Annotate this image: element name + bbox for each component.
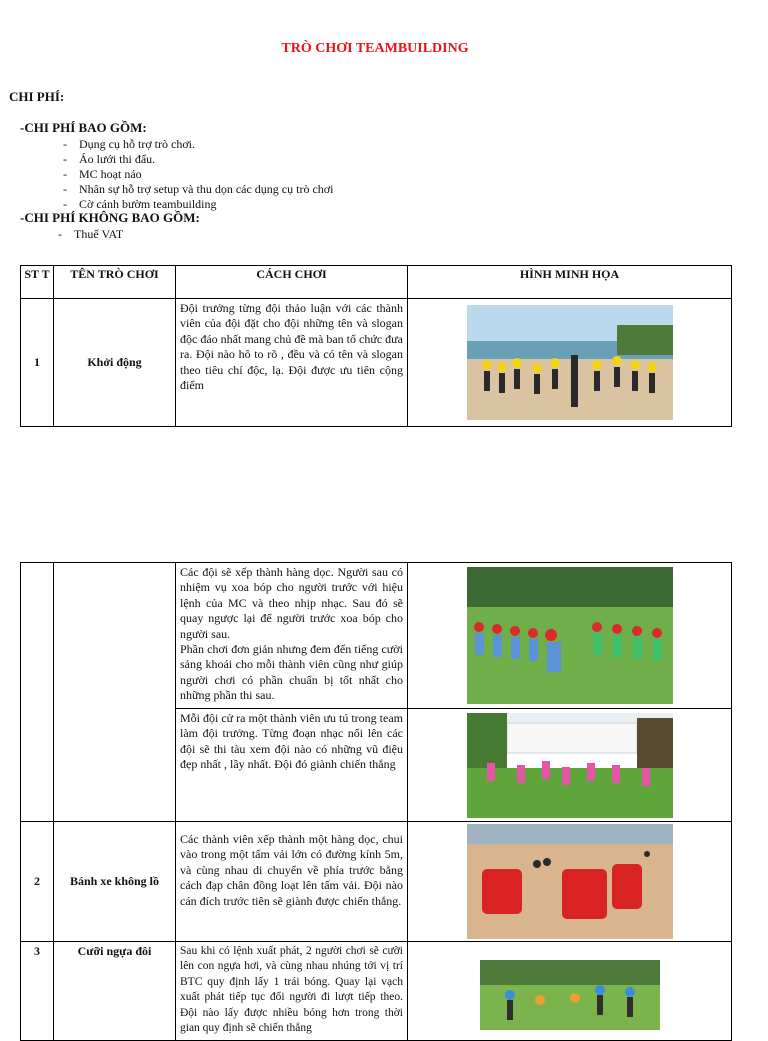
table-row (21, 822, 732, 942)
row-number: 1 (21, 299, 54, 427)
game-description: Đội trưởng từng đội thảo luận với các thành viên của đội đặt cho đội những tên và slogan độc đáo nhất mang chủ đề mà ban tổ chức đưa ra. Đội nào hô to rõ , đều và có tên và slogan theo tiêu chí độc, lạ. Đội được ưu tiên cộng điểm (176, 299, 408, 427)
list-item: - Thuế VAT (58, 227, 123, 242)
header-illustration: HÌNH MINH HỌA (408, 266, 732, 299)
header-howto: CÁCH CHƠI (176, 266, 408, 299)
list-item: - Áo lưới thi đấu. (63, 152, 333, 167)
excluded-heading: -CHI PHÍ KHÔNG BAO GỒM: (20, 210, 200, 225)
row-number-empty (21, 563, 54, 822)
game-description: Sau khi có lệnh xuất phát, 2 người chơi sẽ cưỡi lên con ngựa hơi, và cùng nhau nhúng tới vị trí BTC quy định lấy 1 trái bóng. Quay lại vạch xuất phát tiếp tục đổi người đi lượt tiếp theo. Đội nào lấy được nhiều bóng hơn trong thời gian quy định sẽ chiến thắng (176, 942, 408, 1041)
illustration-cell (408, 563, 732, 709)
header-name: TÊN TRÒ CHƠI (54, 266, 176, 299)
page-title: TRÒ CHƠI TEAMBUILDING (281, 41, 469, 56)
list-item: - Dụng cụ hỗ trợ trò chơi. (63, 137, 333, 152)
illustration-cell (408, 942, 732, 1041)
excluded-list (58, 227, 123, 242)
dance-field-photo (467, 713, 673, 818)
table-header-row (21, 266, 732, 299)
row-number: 3 (21, 942, 54, 1041)
games-table-top (20, 265, 732, 427)
game-description: Mỗi đội cử ra một thành viên ưu tú trong team làm đội trưởng. Từng đoạn nhạc nổi lên các đội sẽ thi tàu xem đội nào có những vũ điệu đẹp nhất , lầy nhất. Đội đó giành chiến thắng (176, 709, 408, 822)
list-item: - Nhân sự hỗ trợ setup và thu dọn các dụng cụ trò chơi (63, 182, 333, 197)
cost-heading: CHI PHÍ: (9, 89, 65, 104)
beach-team-photo (467, 305, 673, 420)
game-description: Các đội sẽ xếp thành hàng dọc. Người sau có nhiệm vụ xoa bóp cho người trước với hiệu lệnh của MC và theo nhịp nhạc. Sau đó sẽ quay ngược lại để người trước xoa bóp cho người sau. Phần chơi đơn giản nhưng đem đến tiếng cười sảng khoái cho mỗi thành viên cũng như giúp người chơi có phần chuẩn bị tốt nhất cho những phần thi sau. (176, 563, 408, 709)
games-table-bottom (20, 562, 732, 1041)
table-row (21, 942, 732, 1041)
horse-riding-photo (480, 960, 660, 1030)
game-name-empty (54, 563, 176, 822)
row-number: 2 (21, 822, 54, 942)
included-heading: -CHI PHÍ BAO GỒM: (20, 120, 147, 135)
game-description: Các thành viên xếp thành một hàng dọc, chui vào trong một tấm vải lớn có đường kính 5m, và cùng nhau di chuyển về phía trước bằng cách đạp chân đồng loạt lên tấm vải. Đội nào cán đích trước tiên sẽ giành được chiến thắng. (176, 822, 408, 942)
header-stt: ST T (21, 266, 54, 299)
illustration-cell (408, 299, 732, 427)
list-item: - MC hoạt náo (63, 167, 333, 182)
table-row (21, 299, 732, 427)
illustration-cell (408, 822, 732, 942)
massage-line-photo (467, 567, 673, 704)
game-name: Bánh xe không lồ (54, 822, 176, 942)
game-name: Khởi động (54, 299, 176, 427)
table-row (21, 563, 732, 709)
giant-wheel-photo (467, 824, 673, 939)
list-item: - Cờ cánh bườm teambuilding (63, 197, 333, 212)
game-name: Cưỡi ngựa đôi (54, 942, 176, 1041)
included-list (63, 137, 333, 212)
illustration-cell (408, 709, 732, 822)
